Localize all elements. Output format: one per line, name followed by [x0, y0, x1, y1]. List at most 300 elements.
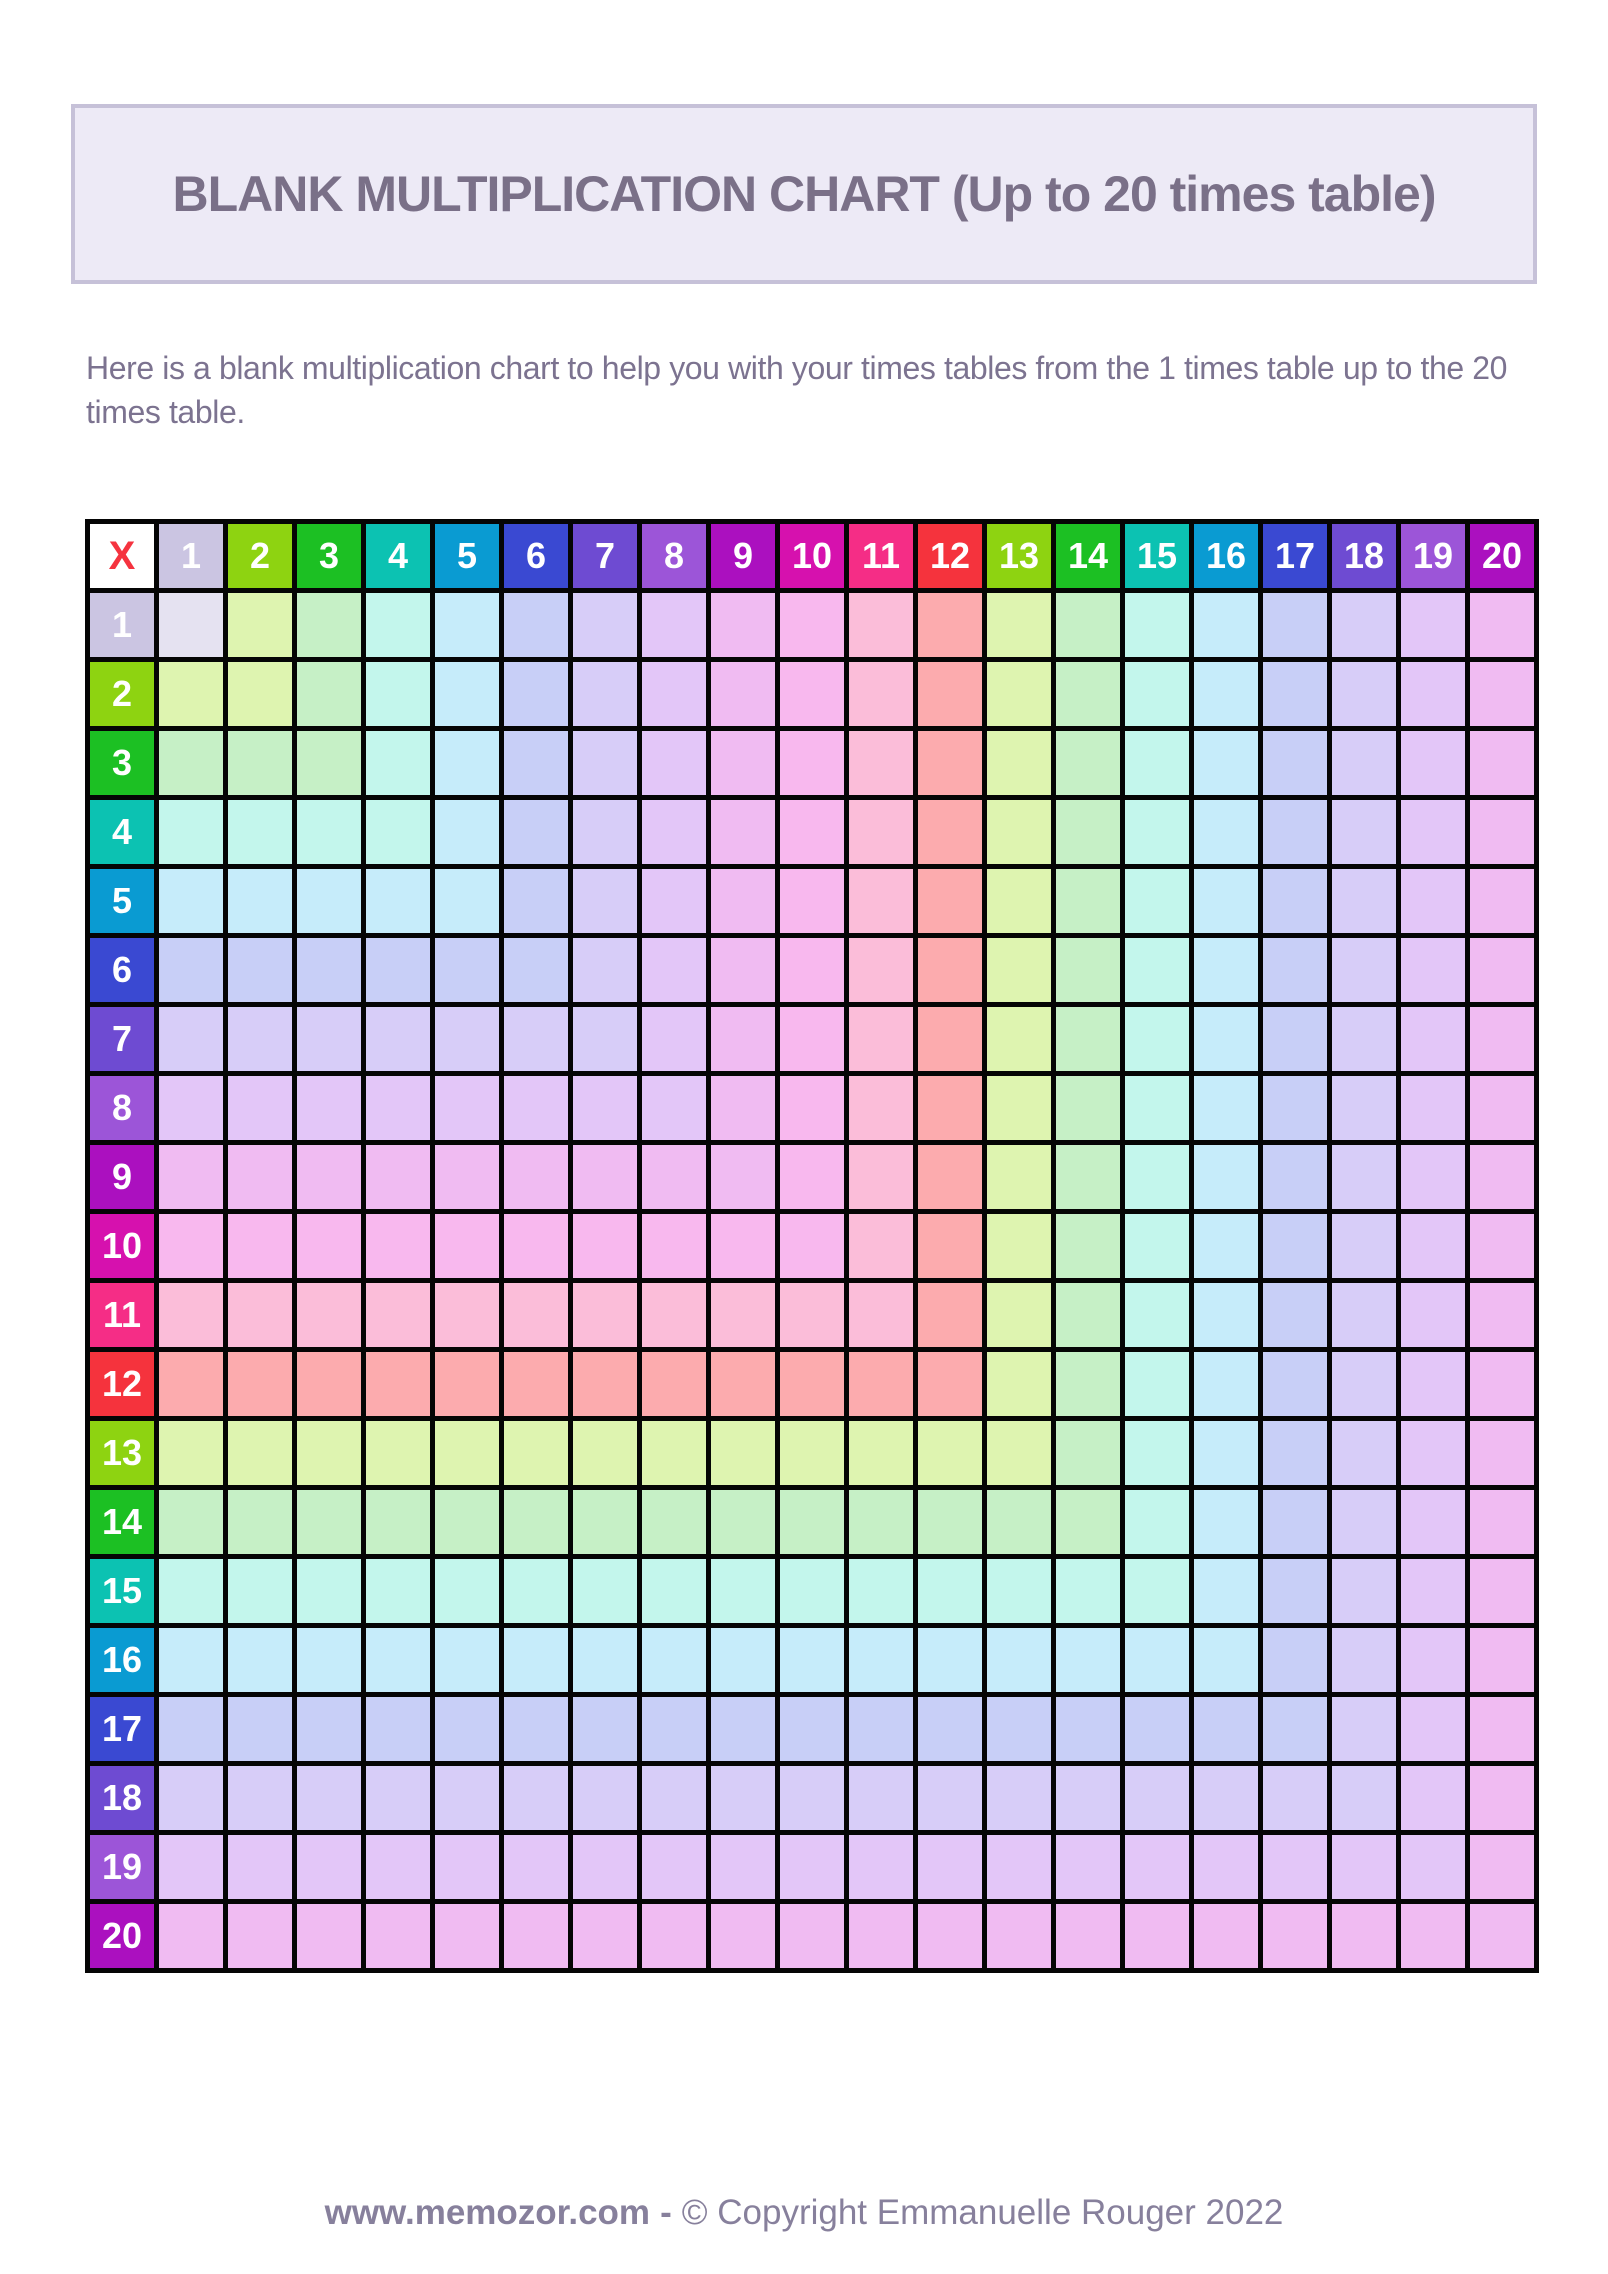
blank-cell-r3-c8	[642, 731, 706, 795]
blank-cell-r7-c18	[1332, 1007, 1396, 1071]
blank-cell-r14-c20	[1470, 1490, 1534, 1554]
row-header-4: 4	[90, 800, 154, 864]
blank-cell-r13-c8	[642, 1421, 706, 1485]
blank-cell-r4-c7	[573, 800, 637, 864]
blank-cell-r6-c20	[1470, 938, 1534, 1002]
blank-cell-r1-c13	[987, 593, 1051, 657]
blank-cell-r9-c3	[297, 1145, 361, 1209]
blank-cell-r8-c10	[780, 1076, 844, 1140]
blank-cell-r19-c11	[849, 1835, 913, 1899]
blank-cell-r6-c14	[1056, 938, 1120, 1002]
blank-cell-r4-c16	[1194, 800, 1258, 864]
blank-cell-r19-c10	[780, 1835, 844, 1899]
row-header-16: 16	[90, 1628, 154, 1692]
blank-cell-r12-c1	[159, 1352, 223, 1416]
blank-cell-r9-c15	[1125, 1145, 1189, 1209]
blank-cell-r8-c6	[504, 1076, 568, 1140]
blank-cell-r10-c11	[849, 1214, 913, 1278]
blank-cell-r15-c16	[1194, 1559, 1258, 1623]
blank-cell-r4-c19	[1401, 800, 1465, 864]
blank-cell-r2-c16	[1194, 662, 1258, 726]
row-header-7: 7	[90, 1007, 154, 1071]
blank-cell-r14-c19	[1401, 1490, 1465, 1554]
blank-cell-r7-c1	[159, 1007, 223, 1071]
blank-cell-r8-c1	[159, 1076, 223, 1140]
blank-cell-r6-c1	[159, 938, 223, 1002]
blank-cell-r18-c2	[228, 1766, 292, 1830]
blank-cell-r7-c5	[435, 1007, 499, 1071]
blank-cell-r14-c10	[780, 1490, 844, 1554]
blank-cell-r14-c1	[159, 1490, 223, 1554]
blank-cell-r11-c8	[642, 1283, 706, 1347]
blank-cell-r2-c19	[1401, 662, 1465, 726]
blank-cell-r6-c18	[1332, 938, 1396, 1002]
blank-cell-r14-c6	[504, 1490, 568, 1554]
blank-cell-r4-c18	[1332, 800, 1396, 864]
blank-cell-r15-c10	[780, 1559, 844, 1623]
row-header-10: 10	[90, 1214, 154, 1278]
blank-cell-r18-c11	[849, 1766, 913, 1830]
blank-cell-r3-c16	[1194, 731, 1258, 795]
blank-cell-r2-c1	[159, 662, 223, 726]
blank-cell-r5-c12	[918, 869, 982, 933]
blank-cell-r15-c17	[1263, 1559, 1327, 1623]
blank-cell-r20-c4	[366, 1904, 430, 1968]
blank-cell-r3-c20	[1470, 731, 1534, 795]
blank-cell-r8-c14	[1056, 1076, 1120, 1140]
blank-cell-r5-c1	[159, 869, 223, 933]
blank-cell-r3-c19	[1401, 731, 1465, 795]
blank-cell-r4-c9	[711, 800, 775, 864]
blank-cell-r17-c13	[987, 1697, 1051, 1761]
blank-cell-r6-c9	[711, 938, 775, 1002]
blank-cell-r11-c11	[849, 1283, 913, 1347]
blank-cell-r15-c20	[1470, 1559, 1534, 1623]
blank-cell-r1-c14	[1056, 593, 1120, 657]
blank-cell-r2-c5	[435, 662, 499, 726]
blank-cell-r10-c5	[435, 1214, 499, 1278]
blank-cell-r11-c19	[1401, 1283, 1465, 1347]
column-header-13: 13	[987, 524, 1051, 588]
blank-cell-r13-c18	[1332, 1421, 1396, 1485]
blank-cell-r5-c5	[435, 869, 499, 933]
blank-cell-r2-c11	[849, 662, 913, 726]
blank-cell-r5-c15	[1125, 869, 1189, 933]
blank-cell-r11-c10	[780, 1283, 844, 1347]
blank-cell-r12-c7	[573, 1352, 637, 1416]
row-header-5: 5	[90, 869, 154, 933]
blank-cell-r2-c20	[1470, 662, 1534, 726]
blank-cell-r8-c5	[435, 1076, 499, 1140]
blank-cell-r18-c1	[159, 1766, 223, 1830]
blank-cell-r15-c18	[1332, 1559, 1396, 1623]
blank-cell-r20-c19	[1401, 1904, 1465, 1968]
column-header-2: 2	[228, 524, 292, 588]
blank-cell-r1-c6	[504, 593, 568, 657]
blank-cell-r13-c1	[159, 1421, 223, 1485]
blank-cell-r3-c11	[849, 731, 913, 795]
blank-cell-r12-c10	[780, 1352, 844, 1416]
blank-cell-r12-c12	[918, 1352, 982, 1416]
blank-cell-r18-c9	[711, 1766, 775, 1830]
row-header-8: 8	[90, 1076, 154, 1140]
blank-cell-r18-c15	[1125, 1766, 1189, 1830]
blank-cell-r11-c17	[1263, 1283, 1327, 1347]
column-header-12: 12	[918, 524, 982, 588]
blank-cell-r13-c17	[1263, 1421, 1327, 1485]
blank-cell-r15-c19	[1401, 1559, 1465, 1623]
blank-cell-r20-c14	[1056, 1904, 1120, 1968]
blank-cell-r4-c20	[1470, 800, 1534, 864]
blank-cell-r2-c17	[1263, 662, 1327, 726]
blank-cell-r3-c14	[1056, 731, 1120, 795]
blank-cell-r17-c19	[1401, 1697, 1465, 1761]
blank-cell-r4-c11	[849, 800, 913, 864]
blank-cell-r4-c3	[297, 800, 361, 864]
column-header-15: 15	[1125, 524, 1189, 588]
blank-cell-r18-c18	[1332, 1766, 1396, 1830]
row-header-20: 20	[90, 1904, 154, 1968]
column-header-10: 10	[780, 524, 844, 588]
blank-cell-r10-c14	[1056, 1214, 1120, 1278]
grid-corner-x: X	[90, 524, 154, 588]
blank-cell-r17-c15	[1125, 1697, 1189, 1761]
blank-cell-r1-c10	[780, 593, 844, 657]
blank-cell-r6-c5	[435, 938, 499, 1002]
blank-cell-r1-c18	[1332, 593, 1396, 657]
blank-cell-r19-c6	[504, 1835, 568, 1899]
row-header-2: 2	[90, 662, 154, 726]
blank-cell-r14-c15	[1125, 1490, 1189, 1554]
blank-cell-r13-c20	[1470, 1421, 1534, 1485]
blank-cell-r5-c6	[504, 869, 568, 933]
row-header-11: 11	[90, 1283, 154, 1347]
blank-cell-r19-c5	[435, 1835, 499, 1899]
blank-cell-r9-c2	[228, 1145, 292, 1209]
blank-cell-r18-c3	[297, 1766, 361, 1830]
blank-cell-r13-c4	[366, 1421, 430, 1485]
blank-cell-r15-c3	[297, 1559, 361, 1623]
multiplication-grid	[85, 519, 1539, 1973]
blank-cell-r5-c16	[1194, 869, 1258, 933]
blank-cell-r14-c3	[297, 1490, 361, 1554]
blank-cell-r11-c12	[918, 1283, 982, 1347]
blank-cell-r18-c4	[366, 1766, 430, 1830]
blank-cell-r13-c6	[504, 1421, 568, 1485]
blank-cell-r18-c14	[1056, 1766, 1120, 1830]
blank-cell-r15-c8	[642, 1559, 706, 1623]
blank-cell-r4-c15	[1125, 800, 1189, 864]
blank-cell-r16-c17	[1263, 1628, 1327, 1692]
blank-cell-r17-c14	[1056, 1697, 1120, 1761]
blank-cell-r2-c8	[642, 662, 706, 726]
blank-cell-r10-c19	[1401, 1214, 1465, 1278]
blank-cell-r1-c11	[849, 593, 913, 657]
blank-cell-r14-c9	[711, 1490, 775, 1554]
blank-cell-r5-c18	[1332, 869, 1396, 933]
blank-cell-r1-c15	[1125, 593, 1189, 657]
blank-cell-r20-c2	[228, 1904, 292, 1968]
description-text: Here is a blank multiplication chart to help you with your times tables from the 1 times table up to the 20 times table.	[86, 350, 1508, 431]
blank-cell-r12-c5	[435, 1352, 499, 1416]
blank-cell-r9-c14	[1056, 1145, 1120, 1209]
blank-cell-r15-c5	[435, 1559, 499, 1623]
blank-cell-r8-c3	[297, 1076, 361, 1140]
blank-cell-r18-c13	[987, 1766, 1051, 1830]
blank-cell-r4-c1	[159, 800, 223, 864]
blank-cell-r13-c15	[1125, 1421, 1189, 1485]
blank-cell-r2-c14	[1056, 662, 1120, 726]
row-header-15: 15	[90, 1559, 154, 1623]
blank-cell-r15-c13	[987, 1559, 1051, 1623]
blank-cell-r16-c20	[1470, 1628, 1534, 1692]
blank-cell-r18-c19	[1401, 1766, 1465, 1830]
blank-cell-r1-c12	[918, 593, 982, 657]
blank-cell-r19-c15	[1125, 1835, 1189, 1899]
blank-cell-r13-c19	[1401, 1421, 1465, 1485]
blank-cell-r7-c6	[504, 1007, 568, 1071]
blank-cell-r16-c13	[987, 1628, 1051, 1692]
blank-cell-r6-c8	[642, 938, 706, 1002]
blank-cell-r3-c15	[1125, 731, 1189, 795]
blank-cell-r12-c8	[642, 1352, 706, 1416]
blank-cell-r17-c16	[1194, 1697, 1258, 1761]
blank-cell-r17-c12	[918, 1697, 982, 1761]
blank-cell-r15-c12	[918, 1559, 982, 1623]
blank-cell-r16-c11	[849, 1628, 913, 1692]
blank-cell-r17-c18	[1332, 1697, 1396, 1761]
blank-cell-r20-c1	[159, 1904, 223, 1968]
blank-cell-r15-c1	[159, 1559, 223, 1623]
blank-cell-r3-c7	[573, 731, 637, 795]
blank-cell-r14-c2	[228, 1490, 292, 1554]
blank-cell-r4-c17	[1263, 800, 1327, 864]
blank-cell-r3-c18	[1332, 731, 1396, 795]
blank-cell-r19-c8	[642, 1835, 706, 1899]
blank-cell-r10-c16	[1194, 1214, 1258, 1278]
blank-cell-r3-c13	[987, 731, 1051, 795]
blank-cell-r15-c6	[504, 1559, 568, 1623]
blank-cell-r7-c9	[711, 1007, 775, 1071]
blank-cell-r19-c2	[228, 1835, 292, 1899]
blank-cell-r20-c9	[711, 1904, 775, 1968]
blank-cell-r19-c13	[987, 1835, 1051, 1899]
blank-cell-r18-c5	[435, 1766, 499, 1830]
blank-cell-r7-c3	[297, 1007, 361, 1071]
blank-cell-r20-c5	[435, 1904, 499, 1968]
blank-cell-r5-c13	[987, 869, 1051, 933]
blank-cell-r10-c3	[297, 1214, 361, 1278]
blank-cell-r6-c3	[297, 938, 361, 1002]
blank-cell-r10-c7	[573, 1214, 637, 1278]
column-header-16: 16	[1194, 524, 1258, 588]
blank-cell-r20-c12	[918, 1904, 982, 1968]
blank-cell-r12-c2	[228, 1352, 292, 1416]
blank-cell-r13-c3	[297, 1421, 361, 1485]
footer-separator: -	[660, 2193, 672, 2232]
blank-cell-r1-c20	[1470, 593, 1534, 657]
blank-cell-r10-c9	[711, 1214, 775, 1278]
blank-cell-r6-c15	[1125, 938, 1189, 1002]
blank-cell-r14-c17	[1263, 1490, 1327, 1554]
blank-cell-r17-c8	[642, 1697, 706, 1761]
blank-cell-r13-c2	[228, 1421, 292, 1485]
column-header-6: 6	[504, 524, 568, 588]
blank-cell-r16-c3	[297, 1628, 361, 1692]
blank-cell-r9-c7	[573, 1145, 637, 1209]
blank-cell-r2-c15	[1125, 662, 1189, 726]
blank-cell-r13-c9	[711, 1421, 775, 1485]
blank-cell-r11-c9	[711, 1283, 775, 1347]
blank-cell-r16-c12	[918, 1628, 982, 1692]
blank-cell-r7-c11	[849, 1007, 913, 1071]
blank-cell-r6-c4	[366, 938, 430, 1002]
blank-cell-r5-c20	[1470, 869, 1534, 933]
blank-cell-r15-c14	[1056, 1559, 1120, 1623]
blank-cell-r5-c14	[1056, 869, 1120, 933]
blank-cell-r20-c15	[1125, 1904, 1189, 1968]
blank-cell-r14-c16	[1194, 1490, 1258, 1554]
row-header-3: 3	[90, 731, 154, 795]
row-header-12: 12	[90, 1352, 154, 1416]
blank-cell-r6-c11	[849, 938, 913, 1002]
blank-cell-r5-c2	[228, 869, 292, 933]
blank-cell-r9-c9	[711, 1145, 775, 1209]
blank-cell-r11-c4	[366, 1283, 430, 1347]
column-header-20: 20	[1470, 524, 1534, 588]
blank-cell-r11-c18	[1332, 1283, 1396, 1347]
blank-cell-r10-c10	[780, 1214, 844, 1278]
blank-cell-r12-c20	[1470, 1352, 1534, 1416]
blank-cell-r18-c8	[642, 1766, 706, 1830]
blank-cell-r16-c5	[435, 1628, 499, 1692]
blank-cell-r8-c13	[987, 1076, 1051, 1140]
blank-cell-r17-c6	[504, 1697, 568, 1761]
blank-cell-r13-c14	[1056, 1421, 1120, 1485]
blank-cell-r20-c11	[849, 1904, 913, 1968]
blank-cell-r10-c2	[228, 1214, 292, 1278]
blank-cell-r9-c11	[849, 1145, 913, 1209]
blank-cell-r10-c15	[1125, 1214, 1189, 1278]
blank-cell-r11-c7	[573, 1283, 637, 1347]
blank-cell-r5-c10	[780, 869, 844, 933]
blank-cell-r5-c4	[366, 869, 430, 933]
blank-cell-r17-c5	[435, 1697, 499, 1761]
column-header-11: 11	[849, 524, 913, 588]
blank-cell-r12-c13	[987, 1352, 1051, 1416]
blank-cell-r11-c2	[228, 1283, 292, 1347]
blank-cell-r8-c2	[228, 1076, 292, 1140]
footer-site-link[interactable]: www.memozor.com	[324, 2193, 651, 2232]
blank-cell-r4-c5	[435, 800, 499, 864]
blank-cell-r15-c15	[1125, 1559, 1189, 1623]
blank-cell-r7-c7	[573, 1007, 637, 1071]
row-header-13: 13	[90, 1421, 154, 1485]
blank-cell-r2-c13	[987, 662, 1051, 726]
blank-cell-r8-c17	[1263, 1076, 1327, 1140]
blank-cell-r20-c20	[1470, 1904, 1534, 1968]
blank-cell-r8-c18	[1332, 1076, 1396, 1140]
blank-cell-r19-c20	[1470, 1835, 1534, 1899]
blank-cell-r14-c7	[573, 1490, 637, 1554]
blank-cell-r9-c17	[1263, 1145, 1327, 1209]
blank-cell-r9-c4	[366, 1145, 430, 1209]
blank-cell-r6-c10	[780, 938, 844, 1002]
blank-cell-r14-c11	[849, 1490, 913, 1554]
blank-cell-r8-c20	[1470, 1076, 1534, 1140]
blank-cell-r18-c16	[1194, 1766, 1258, 1830]
blank-cell-r17-c1	[159, 1697, 223, 1761]
blank-cell-r2-c10	[780, 662, 844, 726]
blank-cell-r9-c18	[1332, 1145, 1396, 1209]
blank-cell-r18-c17	[1263, 1766, 1327, 1830]
blank-cell-r4-c13	[987, 800, 1051, 864]
blank-cell-r5-c3	[297, 869, 361, 933]
blank-cell-r9-c6	[504, 1145, 568, 1209]
blank-cell-r11-c5	[435, 1283, 499, 1347]
blank-cell-r13-c7	[573, 1421, 637, 1485]
blank-cell-r5-c19	[1401, 869, 1465, 933]
blank-cell-r13-c11	[849, 1421, 913, 1485]
blank-cell-r12-c9	[711, 1352, 775, 1416]
column-header-8: 8	[642, 524, 706, 588]
blank-cell-r17-c3	[297, 1697, 361, 1761]
blank-cell-r5-c9	[711, 869, 775, 933]
column-header-3: 3	[297, 524, 361, 588]
blank-cell-r6-c12	[918, 938, 982, 1002]
blank-cell-r9-c12	[918, 1145, 982, 1209]
blank-cell-r10-c18	[1332, 1214, 1396, 1278]
blank-cell-r9-c1	[159, 1145, 223, 1209]
blank-cell-r7-c14	[1056, 1007, 1120, 1071]
blank-cell-r14-c12	[918, 1490, 982, 1554]
blank-cell-r7-c13	[987, 1007, 1051, 1071]
blank-cell-r12-c19	[1401, 1352, 1465, 1416]
column-header-18: 18	[1332, 524, 1396, 588]
blank-cell-r12-c15	[1125, 1352, 1189, 1416]
blank-cell-r17-c4	[366, 1697, 430, 1761]
blank-cell-r10-c6	[504, 1214, 568, 1278]
row-header-9: 9	[90, 1145, 154, 1209]
blank-cell-r5-c7	[573, 869, 637, 933]
blank-cell-r3-c12	[918, 731, 982, 795]
blank-cell-r11-c16	[1194, 1283, 1258, 1347]
blank-cell-r3-c3	[297, 731, 361, 795]
blank-cell-r10-c4	[366, 1214, 430, 1278]
blank-cell-r18-c20	[1470, 1766, 1534, 1830]
blank-cell-r10-c20	[1470, 1214, 1534, 1278]
blank-cell-r20-c7	[573, 1904, 637, 1968]
blank-cell-r2-c3	[297, 662, 361, 726]
blank-cell-r11-c13	[987, 1283, 1051, 1347]
blank-cell-r8-c4	[366, 1076, 430, 1140]
blank-cell-r15-c7	[573, 1559, 637, 1623]
blank-cell-r19-c7	[573, 1835, 637, 1899]
blank-cell-r2-c18	[1332, 662, 1396, 726]
blank-cell-r16-c4	[366, 1628, 430, 1692]
blank-cell-r12-c11	[849, 1352, 913, 1416]
blank-cell-r1-c8	[642, 593, 706, 657]
blank-cell-r4-c4	[366, 800, 430, 864]
blank-cell-r19-c9	[711, 1835, 775, 1899]
blank-cell-r18-c10	[780, 1766, 844, 1830]
blank-cell-r1-c9	[711, 593, 775, 657]
blank-cell-r11-c3	[297, 1283, 361, 1347]
blank-cell-r16-c15	[1125, 1628, 1189, 1692]
blank-cell-r6-c13	[987, 938, 1051, 1002]
blank-cell-r6-c19	[1401, 938, 1465, 1002]
blank-cell-r16-c2	[228, 1628, 292, 1692]
